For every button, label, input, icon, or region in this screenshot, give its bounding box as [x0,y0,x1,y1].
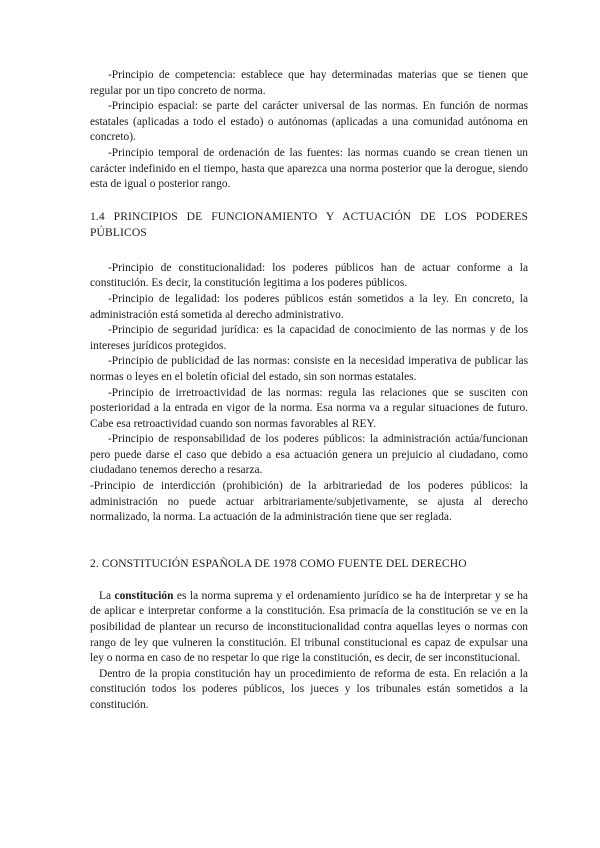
section-heading-2: 2. CONSTITUCIÓN ESPAÑOLA DE 1978 COMO FUENTE DEL DERECHO [90,556,467,570]
principle-responsibility: -Principio de responsabilidad de los poderes públicos: la administración actúa/funcionan pero puede darse el caso que debido a esa actuación genera un prejuicio al ciudadano, como ciudadano tenemos derecho a resarza. [90,433,528,477]
paragraph-lead: La [99,589,115,602]
constitution-paragraph-1 [90,589,528,667]
principle-interdiction: -Principio de interdicción (prohibición) de la arbitrariedad de los poderes públicos: la administración no puede actuar arbitrariamente/subjetivamente, se ajusta al derecho normalizado, la norma. La actuación de la administración tiene que ser reglada. [90,480,528,524]
principle-constitutionality: -Principio de constitucionalidad: los poderes públicos han de actuar conforme a la constitución. Es decir, la constitución legitima a los poderes públicos. [90,261,528,290]
constitution-paragraph-2: Dentro de la propia constitución hay un procedimiento de reforma de esta. En relación a la constitución todos los poderes públicos, los jueces y los tribunales están sometidos a la constitución. [90,667,528,711]
principle-competence: -Principio de competencia: establece que hay determinadas materias que se tienen que regular por un tipo concreto de norma. [90,69,528,97]
section-heading-1-4: 1.4 PRINCIPIOS DE FUNCIONAMIENTO Y ACTUACIÓN DE LOS PODERES PÚBLICOS [90,209,528,239]
keyword-constitucion: constitución [114,589,174,602]
principle-publicity: -Principio de publicidad de las normas: consiste en la necesidad imperativa de publicar las normas o leyes en el boletín oficial del estado, sin son normas estatales. [90,355,528,383]
paragraph-body: es la norma suprema y el ordenamiento jurídico se ha de interpretar y se ha de aplicar e interpretar conforme a la constitución. Esa primacía de la constitución se ve en la posibilidad de plantear un recurso de inconstitucionalidad contra aquellas leyes o normas con rango de ley que vulneren la constitución. El tribunal constitucional es capaz de expulsar una ley o norma en caso de no respetar lo que rige la constitución, es decir, de ser inconstitucional. [90,589,528,665]
principle-spatial: -Principio espacial: se parte del carácter universal de las normas. En función de normas estatales (aplicadas a todo el estado) o autónomas (aplicadas a una comunidad autónoma en concreto). [90,100,528,144]
page-content [90,68,528,714]
principle-legal-certainty: -Principio de seguridad jurídica: es la capacidad de conocimiento de las normas y de los intereses jurídicos protegidos. [90,324,528,352]
principle-legality: -Principio de legalidad: los poderes públicos están sometidos a la ley. En concreto, la administración está sometida al derecho administrativo. [90,292,528,321]
principle-non-retroactivity: -Principio de irretroactividad de las normas: regula las relaciones que se susciten con posterioridad a la entrada en vigor de la norma. Esa norma va a regular situaciones de futuro. Cabe esa retroactividad cuando son normas favorables al REY. [90,386,528,430]
public-powers-principles-list [90,261,528,526]
principle-temporal: -Principio temporal de ordenación de las fuentes: las normas cuando se crean tienen un carácter indefinido en el tiempo, hasta que aparezca una norma posterior que la derogue, siendo esta de igual o posterior rango. [90,146,528,191]
